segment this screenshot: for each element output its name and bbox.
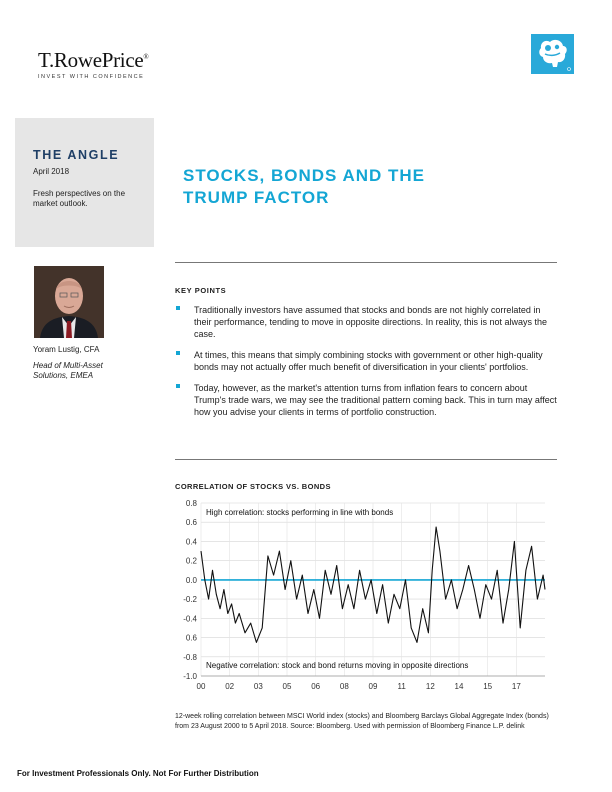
author-name: Yoram Lustig, CFA <box>33 345 100 354</box>
y-tick-label: -0.2 <box>183 595 197 605</box>
author-role: Head of Multi-Asset Solutions, EMEA <box>33 361 103 380</box>
chart-caption: 12-week rolling correlation between MSCI World index (stocks) and Bloomberg Barclays Global Aggregate Index (bonds) from 23 August 2000 to 5 April 2018. Source: Bloomberg. Used with permission of Bloomberg Finance L.P. delink <box>175 713 549 730</box>
publication-date: April 2018 <box>33 167 70 176</box>
bullet-icon <box>176 306 180 310</box>
x-tick-label: 00 <box>196 682 206 691</box>
article-title: STOCKS, BONDS AND THE TRUMP FACTOR <box>183 166 426 207</box>
bullet-icon <box>176 351 180 355</box>
key-points-heading: KEY POINTS <box>175 286 227 295</box>
x-tick-label: 06 <box>311 682 321 691</box>
annotation-high-correlation: High correlation: stocks performing in line with bonds <box>206 508 394 517</box>
y-tick-label: 0.0 <box>185 575 197 585</box>
x-tick-label: 05 <box>282 682 292 691</box>
y-tick-label: 0.6 <box>185 633 197 643</box>
bighorn-ram-icon <box>531 34 574 74</box>
x-tick-label: 03 <box>253 682 263 691</box>
series-box <box>15 118 154 247</box>
correlation-chart <box>170 495 550 700</box>
key-point-item: Today, however, as the market's attention turns from inflation fears to concern about Trump's trade wars, we may see the traditional pattern coming back. This in turn may affect how you advise your clients in terms of portfolio construction. <box>175 382 560 418</box>
series-description: Fresh perspectives on the market outlook. <box>33 189 126 208</box>
annotation-negative-correlation: Negative correlation: stock and bond returns moving in opposite directions <box>206 661 469 670</box>
brand-logo <box>38 46 148 80</box>
x-tick-label: 12 <box>425 682 435 691</box>
footer-disclaimer: For Investment Professionals Only. Not For Further Distribution <box>17 769 259 778</box>
key-point-item: Traditionally investors have assumed that stocks and bonds are not highly correlated in their performance, tending to move in opposite directions. In reality, this is not always the case. <box>175 304 560 340</box>
bullet-icon <box>176 384 180 388</box>
brand-tagline: INVEST WITH CONFIDENCE <box>38 74 145 80</box>
brand-name: T.RowePrice® <box>38 48 149 72</box>
x-tick-label: 14 <box>454 682 464 691</box>
y-tick-label: 0.4 <box>185 537 197 547</box>
x-tick-label: 09 <box>368 682 378 691</box>
y-tick-label: 0.6 <box>185 518 197 528</box>
y-tick-label: 0.8 <box>185 499 197 508</box>
x-tick-label: 02 <box>225 682 235 691</box>
x-tick-label: 11 <box>397 682 406 691</box>
divider-bottom <box>175 459 557 460</box>
x-tick-label: 17 <box>511 682 521 691</box>
author-photo <box>34 266 104 338</box>
y-tick-label: -0.8 <box>183 652 197 662</box>
divider-top <box>175 262 557 263</box>
key-point-item: At times, this means that simply combining stocks with government or other high-quality bonds may not actually offer much benefit of diversification in your clients' portfolios. <box>175 349 560 373</box>
y-tick-label: -0.4 <box>183 614 197 624</box>
series-title: THE ANGLE <box>33 148 120 162</box>
y-tick-label: -1.0 <box>183 672 197 681</box>
y-tick-label: 0.2 <box>185 556 197 566</box>
key-points-list <box>175 304 560 427</box>
x-tick-label: 15 <box>483 682 493 691</box>
chart-heading: CORRELATION OF STOCKS VS. BONDS <box>175 482 331 491</box>
x-tick-label: 08 <box>339 682 349 691</box>
